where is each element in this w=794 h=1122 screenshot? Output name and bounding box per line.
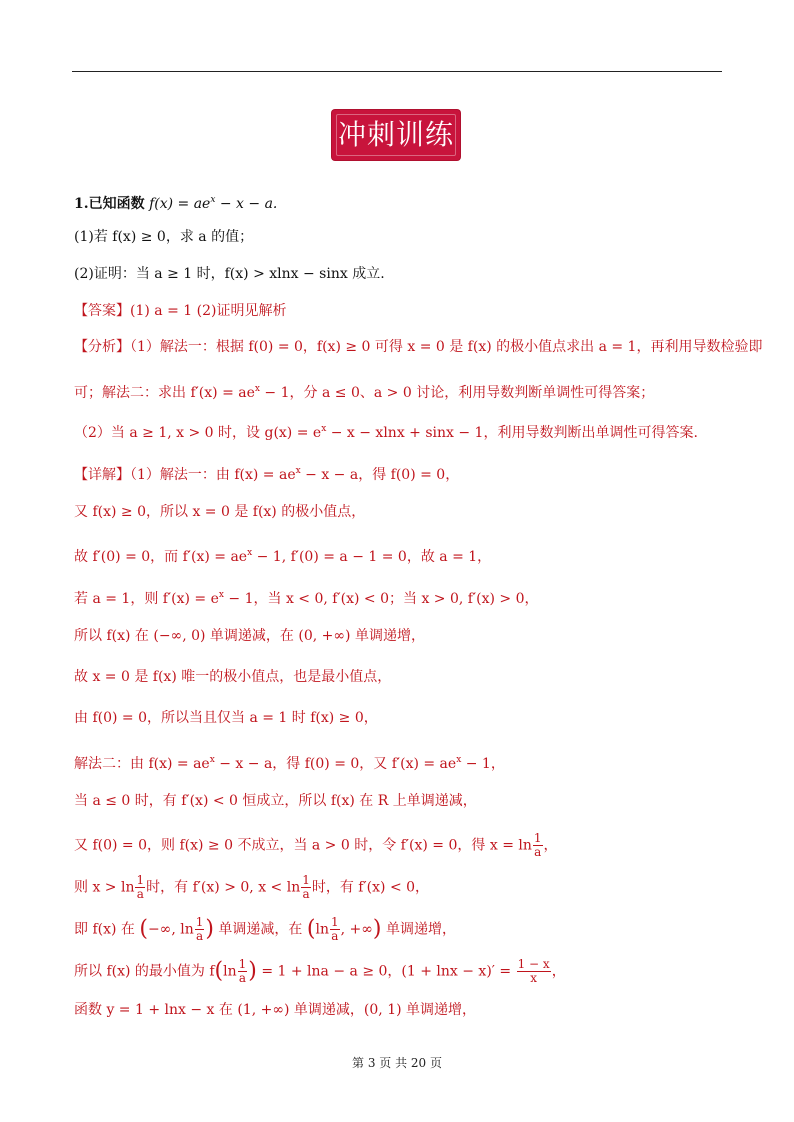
frac-den: a (238, 971, 247, 985)
detail-line-10 (74, 832, 558, 859)
detail-text-1a: （1）解法一：由 f(x) = ae (130, 467, 296, 483)
detail-sup-3: x (247, 548, 253, 558)
fraction-1-over-a (135, 874, 145, 901)
problem-fn-sup: x (210, 195, 216, 205)
frac-den: a (302, 887, 310, 901)
detail-text-12a: 即 f(x) 在 (74, 921, 140, 938)
detail-sup-4: x (218, 590, 224, 600)
detail-text-12d: ln (315, 921, 329, 938)
fraction-derivative (517, 958, 551, 985)
question-2: (2)证明：当 a ≥ 1 时，f(x) > xlnx − sinx 成立. (74, 266, 385, 282)
fraction-1-over-a (330, 916, 340, 943)
problem-fn-tail: − x − a. (215, 196, 278, 212)
detail-text-13c: = 1 + lna − a ≥ 0，(1 + lnx − x)′ = (256, 963, 516, 980)
frac-den: x (530, 971, 538, 985)
paren-open: ( (306, 916, 316, 942)
detail-text-1b: − x − a，得 f(0) = 0， (300, 467, 460, 483)
analysis-label: 【分析】 (74, 339, 130, 355)
paren-close: ) (372, 916, 382, 942)
detail-text-11a: 则 x > ln (74, 879, 135, 896)
detail-text-3a: 故 f′(0) = 0，而 f′(x) = ae (74, 549, 248, 565)
detail-line-14: 函数 y = 1 + lnx − x 在 (1, +∞) 单调递减，(0, 1) 单调递增， (74, 1002, 477, 1018)
problem-statement (74, 190, 277, 214)
frac-num: 1 (238, 957, 247, 971)
detail-line-6: 故 x = 0 是 f(x) 唯一的极小值点，也是最小值点， (74, 669, 392, 685)
answer-label: 【答案】 (74, 303, 130, 319)
detail-line-4 (74, 585, 539, 609)
answer-text: (1) a = 1 (2)证明见解析 (130, 303, 287, 319)
detail-line-7: 由 f(0) = 0，所以当且仅当 a = 1 时 f(x) ≥ 0， (74, 710, 378, 726)
question-1: (1)若 f(x) ≥ 0，求 a 的值； (74, 229, 254, 245)
section-badge-text: 冲刺训练 (337, 118, 454, 151)
detail-text-11c: 时，有 f′(x) < 0， (311, 879, 430, 896)
detail-line-13 (74, 958, 566, 985)
detail-sup-8b: x (456, 755, 462, 765)
paren-open: ( (139, 916, 148, 942)
detail-line-5: 所以 f(x) 在 (−∞, 0) 单调递减，在 (0, +∞) 单调递增， (74, 628, 425, 644)
paren-open: ( (214, 958, 224, 984)
analysis-text-3a: （2）当 a ≥ 1, x > 0 时，设 g(x) = e (74, 425, 322, 441)
paren-close: ) (205, 916, 214, 942)
frac-den: a (195, 929, 204, 943)
detail-sup-1: x (295, 466, 301, 476)
frac-den: a (534, 845, 542, 859)
frac-den: a (136, 887, 144, 901)
detail-line-3 (74, 543, 491, 567)
detail-line-8 (74, 750, 505, 774)
detail-text-10a: 又 f(0) = 0，则 f(x) ≥ 0 不成立，当 a > 0 时，令 f′(x) = 0，得 x = ln (74, 837, 532, 854)
detail-line-9: 当 a ≤ 0 时，有 f′(x) < 0 恒成立，所以 f(x) 在 R 上单调递减， (74, 793, 477, 809)
frac-num: 1 (330, 915, 339, 929)
detail-text-4b: − 1，当 x < 0, f′(x) < 0；当 x > 0, f′(x) > 0， (223, 591, 539, 607)
frac-num: 1 (195, 915, 204, 929)
analysis-text-2b: − 1，分 a ≤ 0、a > 0 讨论，利用导数判断单调性可得答案； (259, 385, 655, 401)
detail-text-10b: ， (543, 837, 558, 854)
frac-num: 1 (136, 873, 145, 887)
detail-text-12e: , +∞ (340, 921, 373, 938)
analysis-line-3 (74, 419, 698, 443)
answer-line (74, 301, 286, 321)
detail-label: 【详解】 (74, 467, 130, 483)
frac-den: a (331, 929, 339, 943)
detail-text-13b: ln (223, 963, 237, 980)
detail-line-11 (74, 874, 429, 901)
analysis-text-2a: 可；解法二：求出 f′(x) = ae (74, 385, 255, 401)
detail-line-2: 又 f(x) ≥ 0，所以 x = 0 是 f(x) 的极小值点， (74, 504, 366, 520)
detail-text-8b: − x − a，得 f(0) = 0，又 f′(x) = ae (214, 756, 457, 772)
detail-text-13d: ， (551, 963, 566, 980)
detail-text-12c: 单调递减，在 (213, 921, 307, 938)
detail-text-4a: 若 a = 1，则 f′(x) = e (74, 591, 219, 607)
section-badge (332, 110, 460, 160)
problem-fn: f(x) = ae (149, 196, 211, 212)
detail-line-1 (74, 461, 459, 485)
header-rule (72, 71, 722, 72)
detail-text-8c: − 1， (461, 756, 505, 772)
detail-text-12b: −∞, ln (147, 921, 194, 938)
fraction-1-over-a (238, 958, 248, 985)
paren-close: ) (248, 958, 257, 984)
analysis-sup-3: x (321, 424, 327, 434)
analysis-line-1 (74, 337, 762, 357)
detail-text-3b: − 1, f′(0) = a − 1 = 0，故 a = 1， (252, 549, 492, 565)
fraction-1-over-a (533, 832, 543, 859)
analysis-line-2 (74, 379, 654, 403)
page-footer: 第 3 页 共 20 页 (352, 1056, 442, 1070)
frac-num: 1 (533, 831, 542, 845)
fraction-1-over-a (195, 916, 205, 943)
analysis-text-3b: − x − xlnx + sinx − 1，利用导数判断出单调性可得答案. (326, 425, 698, 441)
problem-lead: 1.已知函数 (74, 196, 145, 212)
detail-text-12f: 单调递增， (381, 921, 456, 938)
detail-text-13a: 所以 f(x) 的最小值为 f (74, 963, 215, 980)
analysis-sup-2: x (254, 384, 260, 394)
detail-line-12 (74, 916, 456, 943)
frac-num: 1 (302, 873, 310, 887)
detail-text-8a: 解法二：由 f(x) = ae (74, 756, 210, 772)
detail-sup-8: x (209, 755, 215, 765)
analysis-text-1: （1）解法一：根据 f(0) = 0，f(x) ≥ 0 可得 x = 0 是 f(x) 的极小值点求出 a = 1，再利用导数检验即 (130, 339, 763, 355)
fraction-1-over-a (301, 874, 311, 901)
frac-num: 1 − x (517, 957, 550, 971)
detail-text-11b: 时，有 f′(x) > 0, x < ln (146, 879, 301, 896)
